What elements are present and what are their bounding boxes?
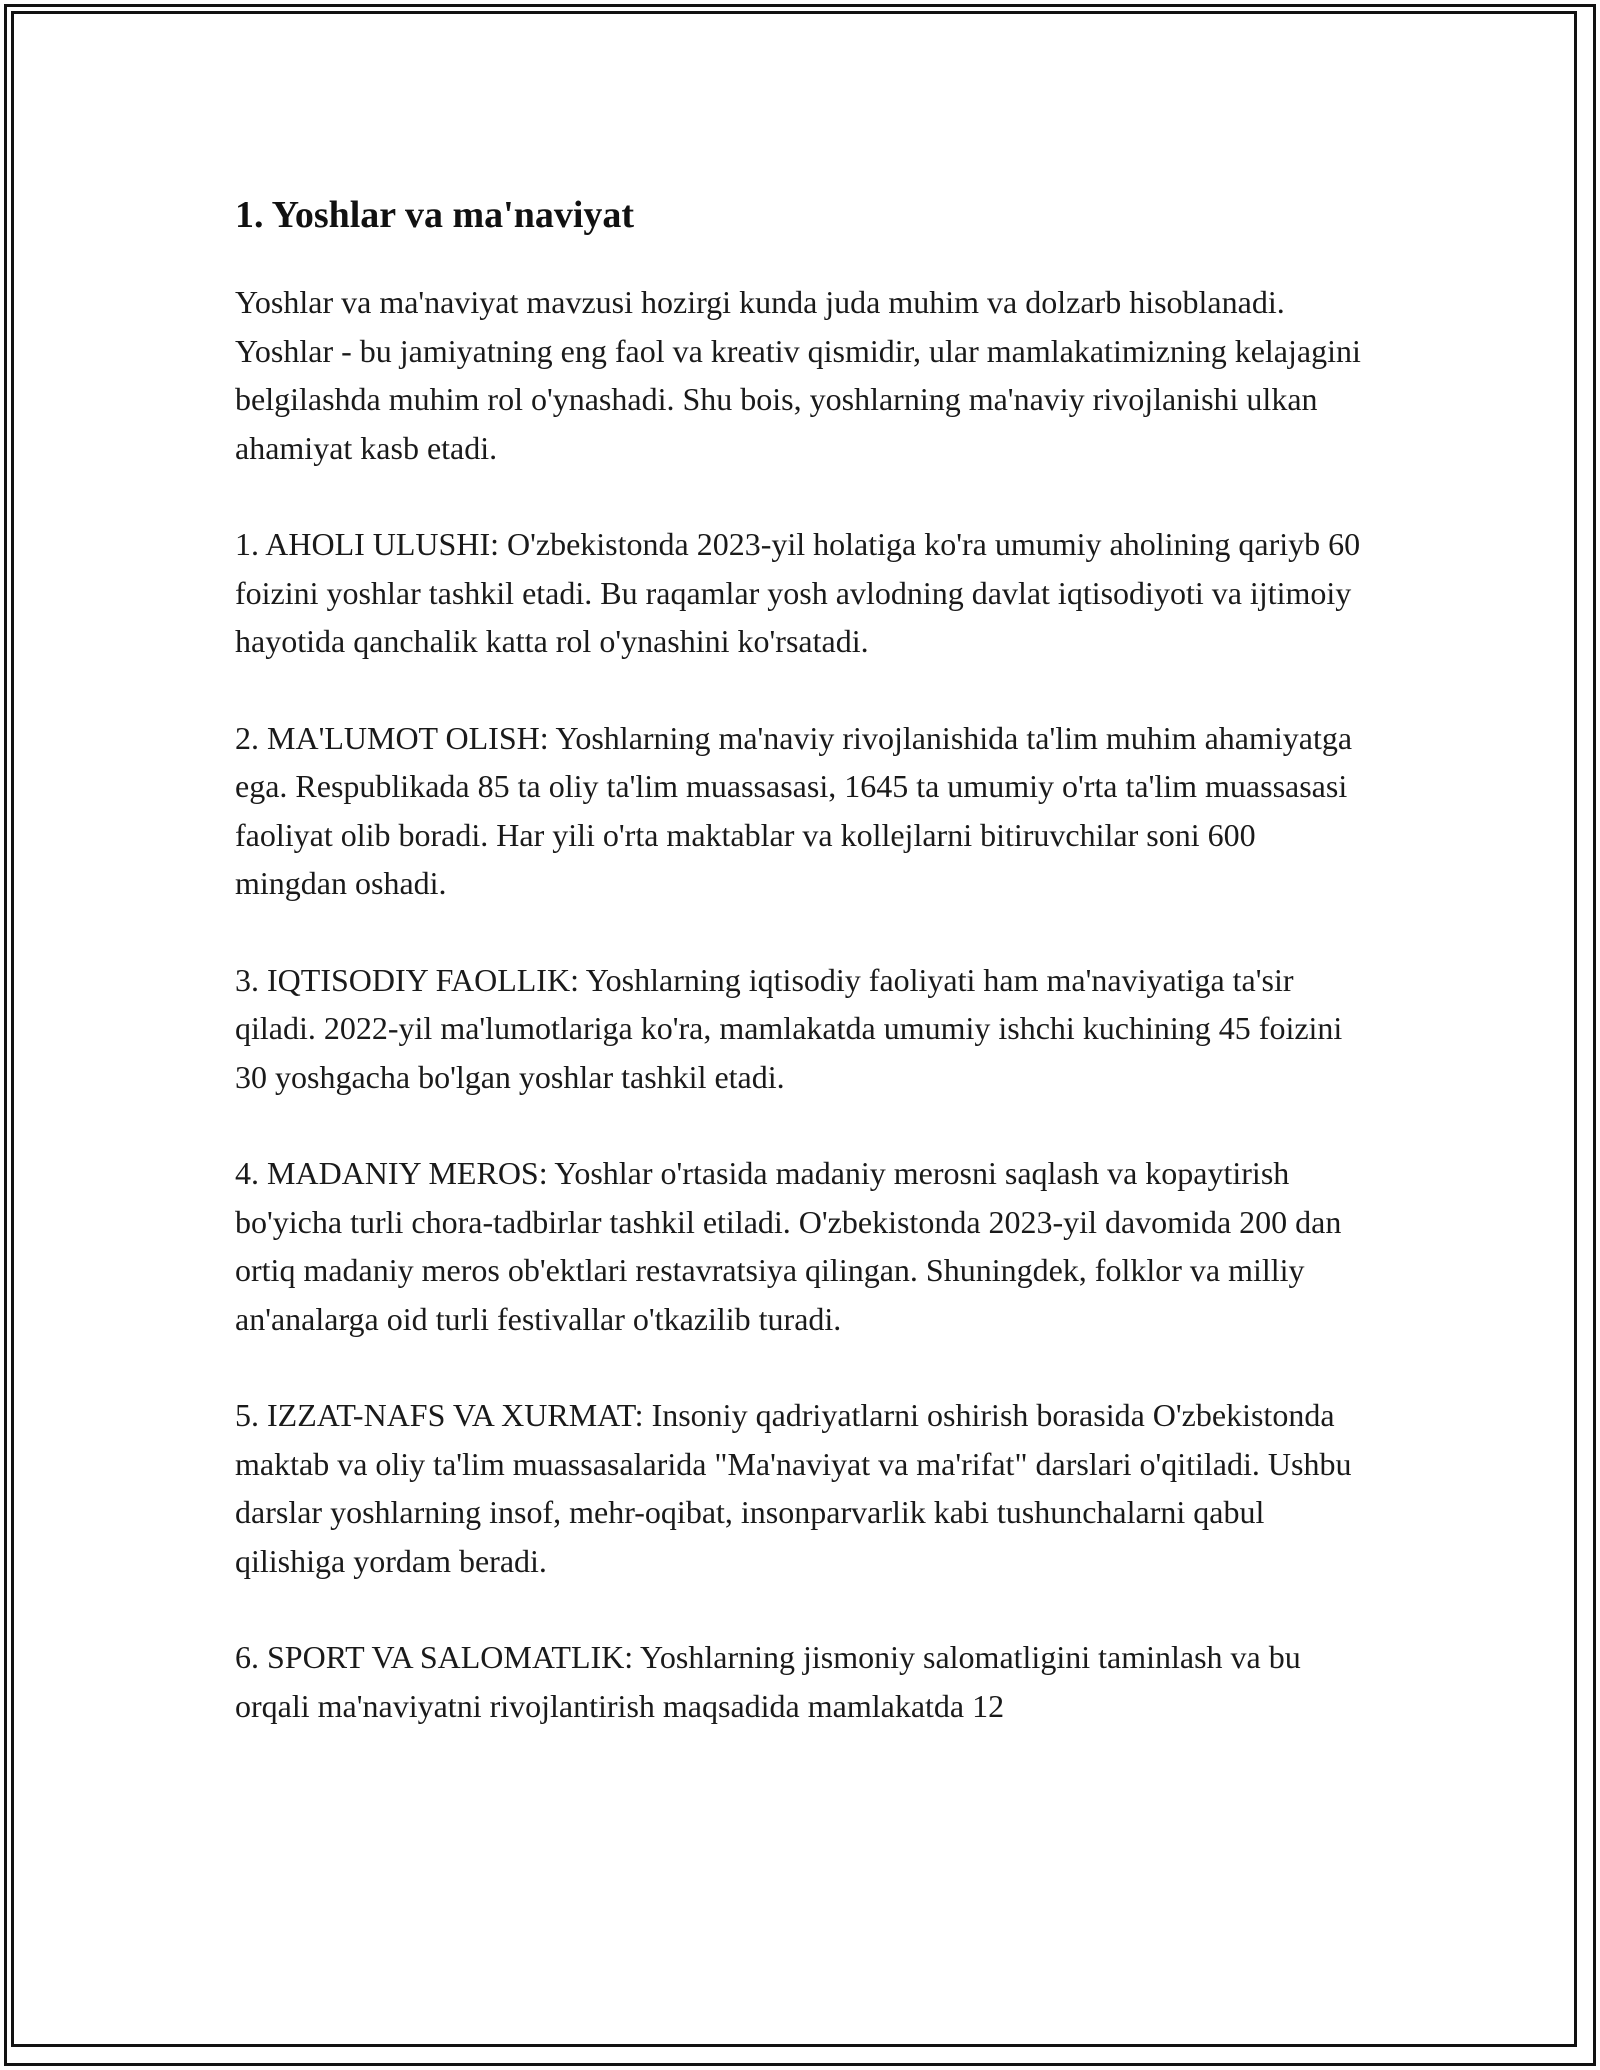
section-malumot-olish: 2. MA'LUMOT OLISH: Yoshlarning ma'naviy rivojlanishida ta'lim muhim ahamiyatga ega. Respublikada 85 ta oliy ta'lim muassasasi, 1645 ta umumiy o'rta ta'lim muassasasi faoliyat olib boradi. Har yili o'rta maktablar va kollejlarni bitiruvchilar soni 600 mingdan oshadi. bbox=[235, 719, 1353, 901]
section-aholi-ulushi: 1. AHOLI ULUSHI: O'zbekistonda 2023-yil holatiga ko'ra umumiy aholining qariyb 60 foizini yoshlar tashkil etadi. Bu raqamlar yosh avlodning davlat iqtisodiyoti va ijtimoiy hayotida qanchalik katta rol o'ynashini ko'rsatadi. bbox=[235, 526, 1361, 659]
section-madaniy-meros: 4. MADANIY MEROS: Yoshlar o'rtasida madaniy merosni saqlash va kopaytirish bo'yicha turli chora-tadbirlar tashkil etiladi. O'zbekistonda 2023-yil davomida 200 dan ortiq madaniy meros ob'ektlari restavratsiya qilingan. Shuningdek, folklor va milliy an'analarga oid turli festivallar o'tkazilib turadi. bbox=[235, 1155, 1342, 1337]
section-sport-salomatlik: 6. SPORT VA SALOMATLIK: Yoshlarning jismoniy salomatligini taminlash va bu orqali ma'naviyatni rivojlantirish maqsadida mamlakatda 12 bbox=[235, 1639, 1301, 1724]
section-iqtisodiy-faollik: 3. IQTISODIY FAOLLIK: Yoshlarning iqtisodiy faoliyati ham ma'naviyatiga ta'sir qiladi. 2022-yil ma'lumotlariga ko'ra, mamlakatda umumiy ishchi kuchining 45 foizini 30 yoshgacha bo'lgan yoshlar tashkil etadi. bbox=[235, 961, 1343, 1095]
intro-paragraph: Yoshlar va ma'naviyat mavzusi hozirgi kunda juda muhim va dolzarb hisoblanadi. Yoshlar - bu jamiyatning eng faol va kreativ qismidir, ular mamlakatimizning kelajagini belgilashda muhim rol o'ynashadi. Shu bois, yoshlarning ma'naviy rivojlanishi ulkan ahamiyat kasb etadi. bbox=[235, 284, 1361, 466]
section-izzat-nafs: 5. IZZAT-NAFS VA XURMAT: Insoniy qadriyatlarni oshirish borasida O'zbekistonda maktab va oliy ta'lim muassasalarida "Ma'naviyat va ma'rifat" darslari o'qitiladi. Ushbu darslar yoshlarning insof, mehr-oqibat, insonparvarlik kabi tushunchalarni qabul qilishiga yordam beradi. bbox=[235, 1397, 1352, 1579]
document-body bbox=[235, 186, 1375, 1778]
document-title: 1. Yoshlar va ma'naviyat bbox=[235, 194, 635, 236]
